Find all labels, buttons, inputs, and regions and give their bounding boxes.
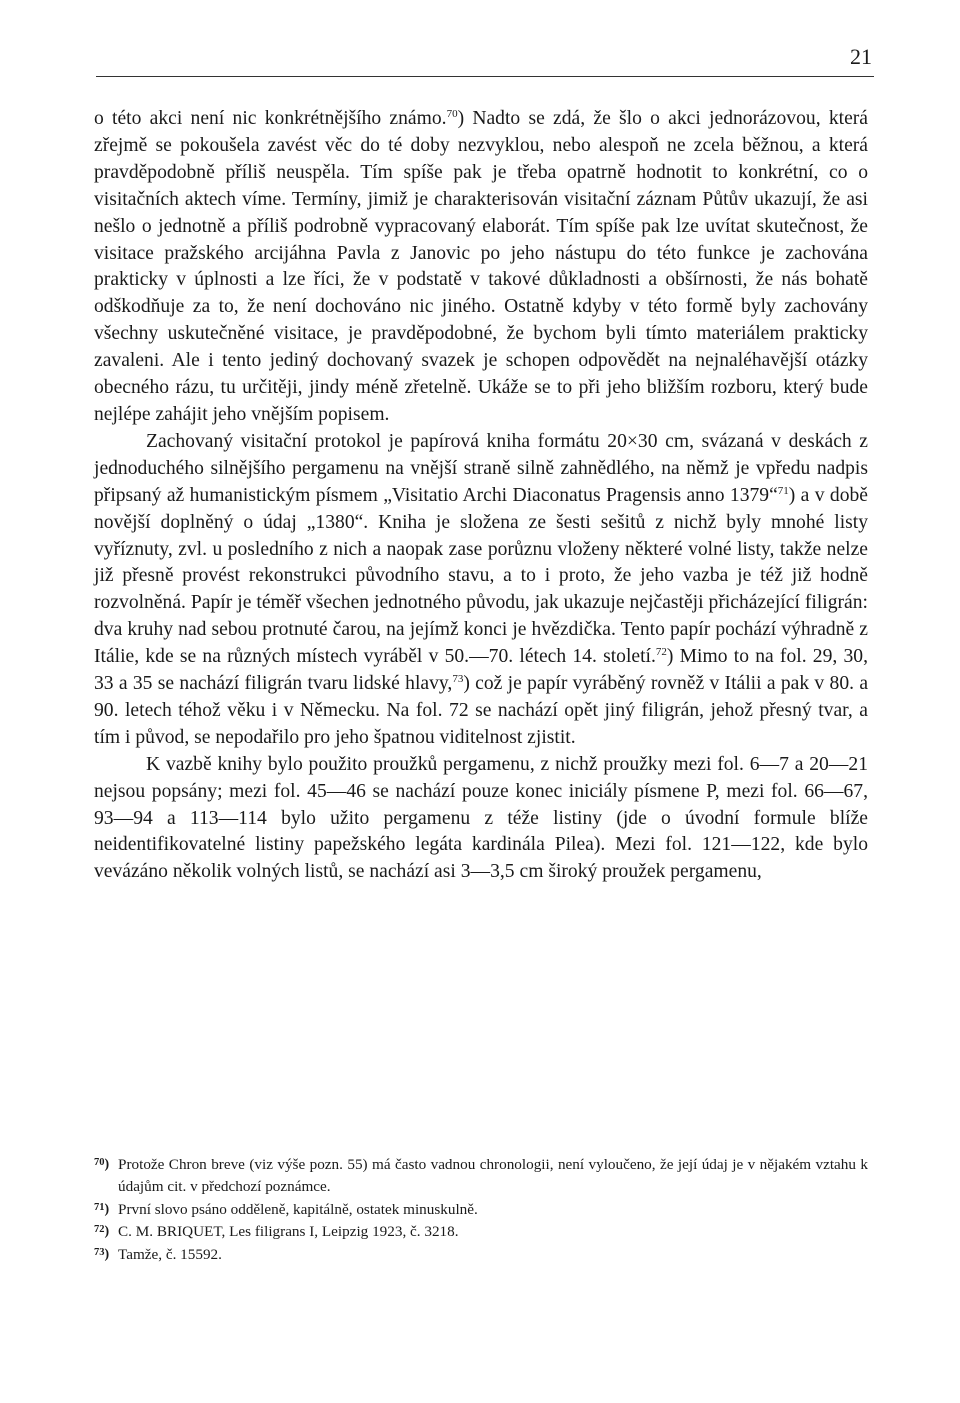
paragraph [94, 106, 868, 429]
body-text [94, 106, 868, 886]
paragraph-text: ) Mimo to na fol. 29, 30, 33 a 35 se nachází filigrán tvaru lidské hlavy, [94, 646, 869, 695]
footnote-number: 73 ) [94, 1241, 109, 1264]
footnote [94, 1199, 868, 1221]
paragraph-text: K vazbě knihy bylo použito proužků pergamenu, z nichž proužky mezi fol. 6—7 a 20—21 nejsou popsány; mezi fol. 45—46 se nachází pouze konec iniciály písmene P, mezi fol. 66—67, 93—94 a 113—114 bylo užito pergamenu z téže listiny (jde o úvodní formule blíže neidentifikovatelné listiny papežského legáta kardinála Pilea). Mezi fol. 121—122, kde bylo vevázáno několik volných listů, se nachází asi 3—3,5 cm široký proužek pergamenu, [94, 753, 868, 883]
footnote-text: Tamže, č. 15592. [118, 1245, 222, 1263]
footnote-number: 70 ) [94, 1151, 109, 1174]
footnote-ref: 72 [655, 646, 667, 659]
paragraph [94, 752, 868, 887]
footnote [94, 1221, 868, 1243]
footnote-ref: 70 [446, 108, 458, 120]
footnote-text: C. M. BRIQUET, Les filigrans I, Leipzig 1923, č. 3218. [118, 1223, 459, 1241]
paragraph-text: o této akci není nic konkrétnějšího známo. [94, 108, 447, 129]
footnotes [94, 1154, 868, 1266]
paragraph-text: ) což je papír vyráběný rovněž v Itálii a pak v 80. a 90. letech téhož věku i v Německu. Na fol. 72 se nachází opět jiný filigrán, jehož přesný tvar, a tím i původ, se nepodařilo pro jeho špatnou viditelnost zjistit. [94, 673, 869, 748]
paragraph-text: ) Nadto se zdá, že šlo o akci jednorázovou, která zřejmě se pokoušela zavést věc do té doby nezvyklou, nebo alespoň ne zcela běžnou, a která pravděpodobně příliš neuspěla. Tím spíše pak je třeba opatrně hodnotit to konkrétní, co o visitačních aktech víme. Termíny, jimiž je charakterisován visitační záznam Půtův ukazují, že asi nešlo o jednotně a příliš podrobně vypracovaný elaborát. Tím spíše pak lze uvítat skutečnost, že visitace pražského arcijáhna Pavla z Janovic po jeho nástupu do této funkce je zachována prakticky v úplnosti a lze říci, že v podstatě v takové důkladnosti a obšírnosti, že nás bohatě odškodňuje za to, že není dochováno nic jiného. Ostatně kdyby v této formě byly zachovány všechny uskutečněné visitace, je pravděpodobné, že bychom byli tímto materiálem prakticky zavaleni. Ale i tento jediný dochovaný svazek je schopen odpovědět na nejnaléhavější otázky obecného rázu, tu určitěji, jindy méně zřetelně. Ukáže se to při jeho bližším rozboru, který bude nejlépe zahájit jeho vnějším popisem. [94, 108, 869, 425]
footnote-number: 72 ) [94, 1218, 109, 1241]
header-rule [96, 76, 874, 77]
footnote [94, 1154, 868, 1199]
footnote-ref: 73 [452, 673, 464, 686]
page-number: 21 [850, 44, 872, 69]
footnote-text: Protože Chron breve (viz výše pozn. 55) má často vadnou chronologii, není vyloučeno, že její údaj je v nějakém vztahu k údajům cit. v předchozí poznámce. [118, 1156, 868, 1196]
paragraph [94, 429, 868, 752]
footnote-text: První slovo psáno odděleně, kapitálně, ostatek minuskulně. [118, 1200, 478, 1218]
footnote-ref: 71 [777, 484, 789, 497]
footnote [94, 1244, 868, 1266]
footnote-number: 71 ) [94, 1196, 109, 1219]
paragraph-text: ) a v době novější doplněný o údaj „1380“. Kniha je složena ze šesti sešitů z nichž byly mnohé listy vyříznuty, zvl. u posledního z nich a naopak zase porůznu vloženy některé volné listy, takže nelze již přesně provést rekonstrukci původního stavu, a to i proto, že jeho vazba je též již hodně rozvolněná. Papír je téměř všechen jednotného původu, jak ukazuje nejčastěji přicházející filigrán: dva kruhy nad sebou protnuté čarou, na jejímž konci je hvězdička. Tento papír pochází výhradně z Itálie, kde se na různých místech vyráběl v 50.—70. létech 14. století. [94, 484, 868, 668]
paragraph-text: Zachovaný visitační protokol je papírová kniha formátu 20×30 cm, svázaná v deskách z jednoduchého silnějšího pergamenu na vnější straně silně zahnědlého, na němž je vpředu nadpis připsaný až humanistickým písmem „Visitatio Archi Diaconatus Pragensis anno 1379“ [94, 430, 868, 506]
